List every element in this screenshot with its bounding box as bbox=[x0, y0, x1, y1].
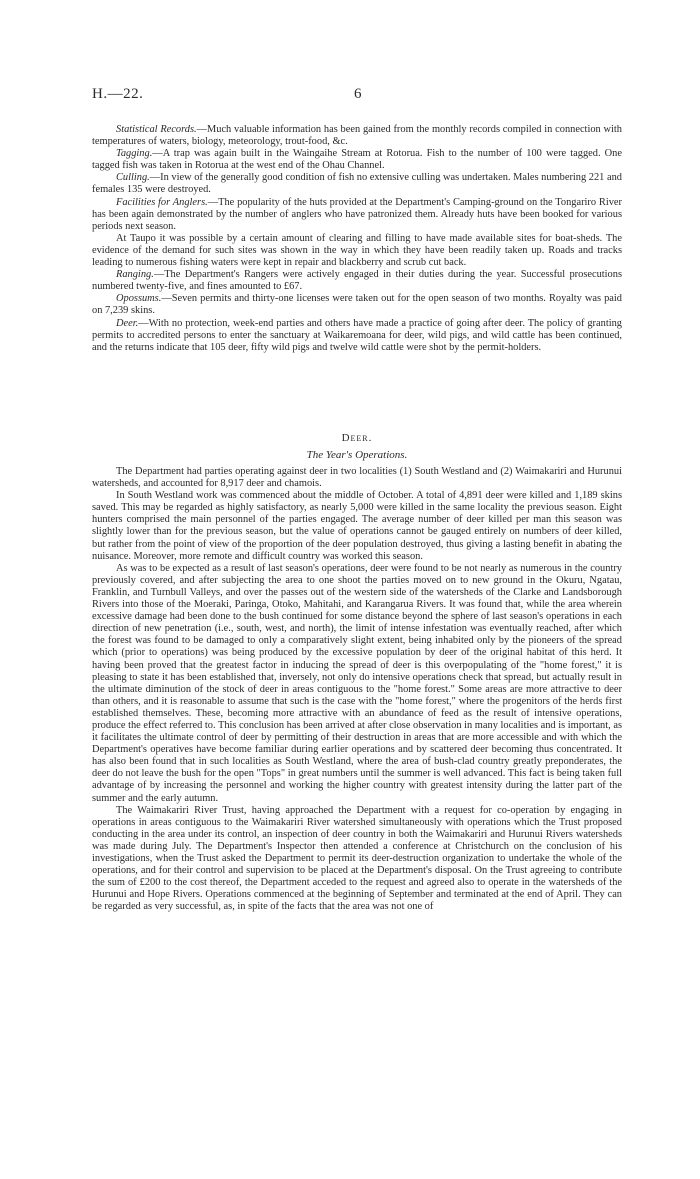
paragraph-text: —In view of the generally good condition of fish no extensive culling was undertaken. Males numbering 221 and females 135 were destroyed. bbox=[92, 172, 622, 196]
section-subheading: The Year's Operations. bbox=[306, 449, 408, 461]
paragraph-text: —Much valuable information has been gained from the monthly records compiled in connection with temperatures of waters, biology, meteorology, trout-food, &c. bbox=[92, 124, 622, 148]
paragraph-lead: Tagging. bbox=[116, 148, 153, 160]
paragraph-statistical-records bbox=[92, 124, 622, 148]
paragraph-deer-permits bbox=[92, 318, 622, 354]
paragraph-lead: Facilities for Anglers. bbox=[116, 196, 208, 208]
paragraph-text: —With no protection, week-end parties and others have made a practice of going after deer. The policy of granting permits to accredited persons to enter the sanctuary at Waikaremoana for deer, wild pigs, and wild cattle has been continued, and the returns indicate that 105 deer, fifty wild pigs and twelve wild cattle were shot by the permit-holders. bbox=[92, 317, 622, 353]
section-heading-deer: Deer. bbox=[341, 432, 373, 444]
paragraph-text: —The Department's Rangers were actively engaged in their duties during the year. Successful prosecutions numbered twenty-five, and fines amounted to £67. bbox=[92, 269, 622, 293]
paragraph-lead: Statistical Records. bbox=[116, 124, 197, 135]
paragraph-text: —Seven permits and thirty-one licenses were taken out for the open season of two months. Royalty was paid on 7,239 skins. bbox=[92, 293, 622, 317]
paragraph-tagging bbox=[92, 148, 622, 172]
paragraph-text: At Taupo it was possible by a certain amount of clearing and filling to have made available sites for boat-sheds. The evidence of the demand for such sites was shown in the way in which they have been readily taken up. Roads and tracks leading to numerous fishing waters were kept in repair and blackberry and scrub cut back. bbox=[92, 232, 622, 269]
page-header bbox=[92, 86, 622, 106]
paragraph-waimakariri-trust: The Waimakariri River Trust, having approached the Department with a request for co-operation by engaging in operations in areas contiguous to the Waimakariri River watershed simultaneously with operations which the Trust proposed conducting in the area under its control, an inspection of deer country in both the Waimakariri and Hurunui Rivers watersheds was made during July. The Department's Inspector then attended a conference at Christchurch on the conclusion of his investigations, when the Trust asked the Department to permit its deer-destruction organization to undertake the whole of the operations, and for their control and supervision to be placed at the Department's disposal. On the Trust agreeing to contribute the sum of £200 to the cost thereof, the Department acceded to the request and agreed also to operate in the watersheds of the Hurunui and Hope Rivers. Operations commenced at the beginning of September and terminated at the end of April. They can be regarded as very successful, as, in spite of the facts that the area was not one of bbox=[92, 804, 622, 913]
paragraph-text: —A trap was again built in the Waingaihe Stream at Rotorua. Fish to the number of 100 were tagged. One tagged fish was taken in Rotorua at the west end of the Ohau Channel. bbox=[92, 148, 622, 172]
paragraph-south-westland: In South Westland work was commenced about the middle of October. A total of 4,891 deer were killed and 1,189 skins saved. This may be regarded as highly satisfactory, as nearly 5,000 were killed in the same locality the previous season. Eight hunters comprised the main personnel of the parties engaged. The average number of deer killed per man this season was slightly lower than for the previous season, but the value of operations cannot be gauged entirely on numbers of deer killed, but rather from the point of view of the proportion of the deer population destroyed, thus giving a lasting benefit in abating the nuisance. Moreover, more remote and difficult country was worked this season. bbox=[92, 490, 622, 562]
paragraph-lead: Ranging. bbox=[116, 269, 154, 281]
paragraph-lead: Culling. bbox=[116, 172, 150, 184]
page-number: 6 bbox=[354, 86, 362, 102]
paragraph-deer-spread: As was to be expected as a result of last season's operations, deer were found to be not nearly as numerous in the country previously covered, and after subjecting the area to one shoot the parties moved on to new ground in the Okuru, Ngatau, Franklin, and Turnbull Valleys, and over the passes out of the western side of the watersheds of the Clarke and Landsborough Rivers into those of the Moeraki, Paringa, Otoko, Mahitahi, and Karangarua Rivers. It was found that, while the area wherein excessive damage had been done to the bush continued for some distance beyond the sphere of last season's operations in each direction of new penetration (i.e., south, west, and north), the limit of intense infestation was eventually reached, after which the forest was found to be damaged to only a comparatively slight extent, being inhabited only by the pioneers of the spread which (prior to operations) was being produced by the excessive population by deer of the original habitat of this herd. It having been proved that the greatest factor in inducing the spread of deer is this overpopulating of the "home forest," it is pleasing to state it has been established that, inversely, not only do intensive operations check that spread, but actually result in the ultimate diminution of the stock of deer in areas contiguous to the "home forest." Some areas are more attractive to deer than others, and it is reasonable to assume that such is the case with the "home forest," where the progenitors of the herds first established themselves. These, becoming more attractive with an abundance of feed as the result of intensive operations, produce the effect referred to. This conclusion has been arrived at after close observation in many localities and is important, as it facilitates the ultimate control of deer by permitting of their destruction in areas that are more accessible and with which the Department's operatives have become familiar during earlier operations and by scattered deer becoming thus concentrated. It has also been found that in such localities as South Westland, where the area of bush-clad country greatly preponderates, the deer do not leave the bush for the open "Tops" in great numbers until the summer is well advanced. This fact is being taken full advantage of by increasing the personnel and working the higher country with greatest intensity during the latter part of the summer and the early autumn. bbox=[92, 562, 622, 804]
page-body bbox=[92, 124, 622, 913]
report-reference: H.—22. bbox=[92, 86, 144, 102]
paragraph-text: —The popularity of the huts provided at the Department's Camping-ground on the Tongariro River has been again demonstrated by the number of anglers who have patronized them. Already huts have been booked for various periods next season. bbox=[92, 196, 622, 232]
paragraph-ranging bbox=[92, 269, 622, 293]
paragraph-lead: Deer. bbox=[116, 317, 139, 329]
fisheries-section bbox=[92, 124, 622, 394]
paragraph-lead: Opossums. bbox=[116, 293, 162, 305]
paragraph-deer-overview: The Department had parties operating against deer in two localities (1) South Westland and (2) Waimakariri and Hurunui watersheds, and accounted for 8,917 deer and chamois. bbox=[92, 466, 622, 490]
paragraph-opossums bbox=[92, 293, 622, 317]
paragraph-facilities-for-anglers bbox=[92, 197, 622, 233]
paragraph-culling bbox=[92, 172, 622, 196]
paragraph-taupo bbox=[92, 233, 622, 269]
deer-section bbox=[92, 466, 622, 913]
